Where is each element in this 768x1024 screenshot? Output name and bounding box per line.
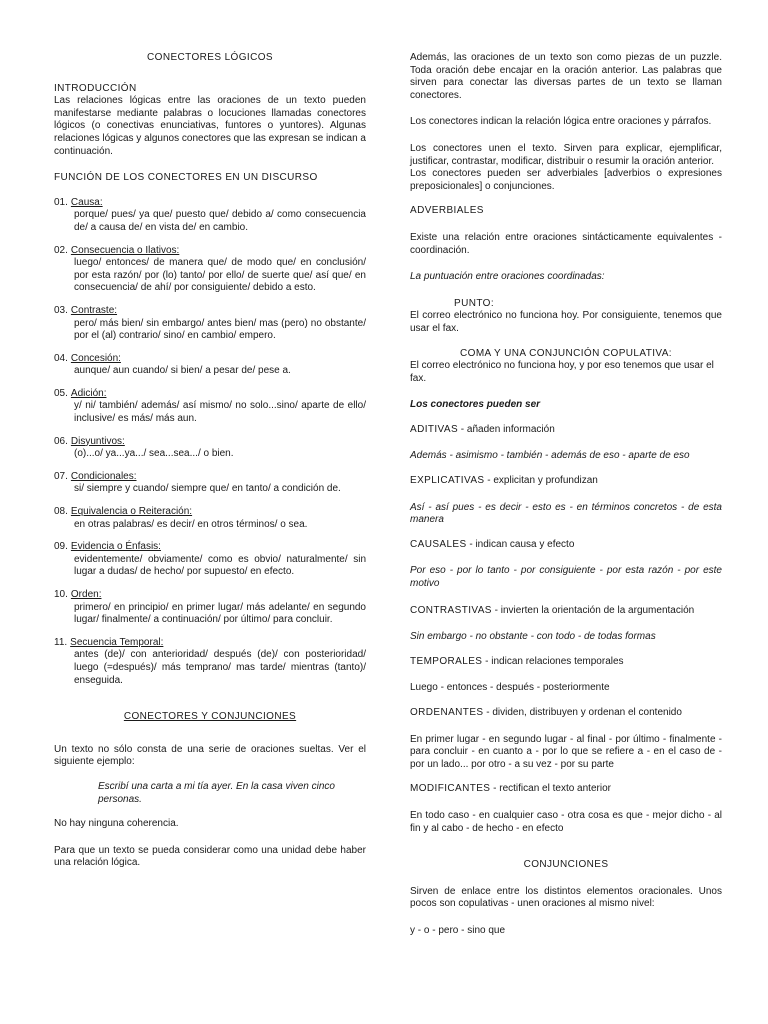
connector-item-name: Concesión: bbox=[70, 352, 121, 364]
connector-type-name: EXPLICATIVAS bbox=[410, 475, 485, 487]
connector-type-examples: Luego - entonces - después - posteriormente bbox=[410, 682, 610, 694]
connector-item-heading bbox=[54, 353, 366, 366]
connector-item-number: 09. bbox=[54, 541, 68, 553]
connector-item-number: 05. bbox=[54, 387, 68, 399]
connector-item-heading bbox=[54, 245, 366, 258]
connector-item-name: Secuencia Temporal: bbox=[70, 636, 164, 648]
connector-item-number: 07. bbox=[54, 470, 68, 482]
punto-heading: PUNTO: bbox=[454, 297, 494, 309]
connector-type-description: - rectifican el texto anterior bbox=[490, 783, 611, 795]
example-sentence: Escribí una carta a mi tía ayer. En la casa viven cinco personas. bbox=[98, 780, 335, 805]
connector-item-number: 10. bbox=[54, 589, 68, 600]
punctuation-note: La puntuación entre oraciones coordinadas: bbox=[410, 271, 605, 283]
punto-example: El correo electrónico no funciona hoy. Por consiguiente, tenemos que usar el fax. bbox=[410, 310, 722, 334]
right-column bbox=[410, 52, 722, 938]
conjunciones-text: Sirven de enlace entre los distintos elementos oracionales. Unos pocos son copulativas - unen oraciones al mismo nivel: bbox=[410, 885, 722, 910]
connector-type-examples: Además - asimismo - también - además de eso - aparte de eso bbox=[410, 450, 690, 462]
intro-paragraph: Las relaciones lógicas entre las oraciones de un texto pueden manifestarse mediante palabras o locuciones llamadas conectores lógicos (o conectivas enunciativas, funtores o yuntores). Algunas relaciones lógicas y algunos conectores que las expresan se indican a continuación. bbox=[54, 95, 366, 157]
connector-type-name: MODIFICANTES bbox=[410, 783, 491, 795]
connector-type-examples: Así - así pues - es decir - esto es - en términos concretos - de esta manera bbox=[410, 501, 722, 526]
connector-type-name: ADITIVAS bbox=[410, 423, 459, 435]
coma-heading: COMA Y UNA CONJUNCIÓN COPULATIVA: bbox=[460, 347, 672, 359]
coma-example: El correo electrónico no funciona hoy, y por eso tenemos que usar el fax. bbox=[410, 360, 714, 384]
connector-type-description: - indican causa y efecto bbox=[466, 538, 575, 550]
connector-item-number: 03. bbox=[54, 304, 68, 316]
connector-type-name: TEMPORALES bbox=[410, 655, 483, 667]
adverbiales-heading: ADVERBIALES bbox=[410, 205, 484, 217]
connector-item-heading bbox=[54, 436, 366, 449]
connector-type-heading bbox=[410, 605, 722, 618]
connector-type-heading bbox=[410, 539, 722, 552]
connector-item-heading bbox=[54, 541, 366, 554]
connector-type-examples: En todo caso - en cualquier caso - otra cosa es que - mejor dicho - al fin y al cabo - de hecho - en efecto bbox=[410, 809, 722, 834]
connector-item bbox=[54, 541, 366, 579]
connector-type-name: CAUSALES bbox=[410, 538, 467, 550]
connector-item-text: luego/ entonces/ de manera que/ de modo que/ en conclusión/ por esta razón/ por (lo) tanto/ por ello/ de suerte que/ así que/ en consecuencia/ de ahí/ por consiguiente/ debido a esto. bbox=[74, 257, 366, 294]
no-coherence-text: No hay ninguna coherencia. bbox=[54, 818, 179, 830]
connector-type-heading bbox=[410, 783, 722, 796]
connector-item-heading bbox=[54, 589, 366, 602]
connector-item bbox=[54, 471, 366, 496]
connector-item-text: antes (de)/ con anterioridad/ después (de)/ con posterioridad/ luego (=después)/ más temprano/ mas tarde/ mientras (tanto)/ enseguida. bbox=[74, 649, 366, 686]
connector-item-number: 08. bbox=[54, 506, 68, 518]
adverbiales-text: Existe una relación entre oraciones sintácticamente equivalentes - coordinación. bbox=[410, 231, 722, 256]
function-heading: FUNCIÓN DE LOS CONECTORES EN UN DISCURSO bbox=[54, 172, 318, 184]
connector-item-text: porque/ pues/ ya que/ puesto que/ debido a/ como consecuencia de/ a causa de/ en vista de/ en cambio. bbox=[74, 209, 366, 233]
connector-item bbox=[54, 506, 366, 531]
conj-paragraph-2: Para que un texto se pueda considerar como una unidad debe haber una relación lógica. bbox=[54, 844, 366, 869]
connector-item-name: Contraste: bbox=[70, 304, 118, 316]
connector-type-examples: En primer lugar - en segundo lugar - al final - por último - finalmente - para concluir - en cuanto a - por lo que se refiere a - en el caso de - por un lado... por otro - a su vez - por su parte bbox=[410, 733, 722, 770]
connector-item-number: 02. bbox=[54, 244, 68, 256]
connector-item-heading bbox=[54, 506, 366, 519]
connector-item-number: 06. bbox=[54, 435, 68, 447]
connector-item bbox=[54, 637, 366, 687]
connector-item-heading bbox=[54, 197, 366, 210]
connector-type-description: - explicitan y profundizan bbox=[484, 475, 598, 487]
connector-item-name: Consecuencia o Ilativos: bbox=[70, 244, 180, 256]
connector-type-heading bbox=[410, 424, 722, 437]
connector-item bbox=[54, 353, 366, 378]
connector-item-name: Causa: bbox=[70, 196, 103, 208]
conj-paragraph-1: Un texto no sólo consta de una serie de oraciones sueltas. Ver el siguiente ejemplo: bbox=[54, 743, 366, 768]
types-paragraph: Los conectores pueden ser adverbiales [adverbios o expresiones preposicionales] o conjunciones. bbox=[410, 168, 722, 192]
conj-heading bbox=[54, 711, 366, 724]
document-title: CONECTORES LÓGICOS bbox=[147, 52, 273, 63]
connector-item-number: 01. bbox=[54, 196, 68, 208]
connector-item bbox=[54, 305, 366, 343]
connector-item-text: pero/ más bien/ sin embargo/ antes bien/ mas (pero) no obstante/ por el (al) contrario/ sino/ en cambio/ empero. bbox=[74, 317, 366, 342]
connector-item-name: Orden: bbox=[70, 589, 102, 600]
connector-type-examples: Por eso - por lo tanto - por consiguiente - por esta razón - por este motivo bbox=[410, 565, 722, 590]
connector-type-description: - añaden información bbox=[458, 423, 555, 435]
conjunciones-heading: CONJUNCIONES bbox=[523, 859, 609, 871]
connector-item-name: Equivalencia o Reiteración: bbox=[70, 506, 193, 518]
connector-item-text: si/ siempre y cuando/ siempre que/ en tanto/ a condición de. bbox=[74, 483, 341, 495]
relation-paragraph: Los conectores indican la relación lógica entre oraciones y párrafos. bbox=[410, 116, 712, 128]
connector-item-text: primero/ en principio/ en primer lugar/ más adelante/ en segundo lugar/ finalmente/ a continuación/ por último/ para concluir. bbox=[74, 601, 366, 626]
connector-item bbox=[54, 436, 366, 461]
connector-item bbox=[54, 589, 366, 627]
connector-type-heading bbox=[410, 475, 722, 488]
connector-type-examples: Sin embargo - no obstante - con todo - de todas formas bbox=[410, 631, 656, 643]
connector-item-heading bbox=[54, 471, 366, 484]
left-column bbox=[54, 52, 366, 870]
connector-item-number: 04. bbox=[54, 352, 68, 364]
conj-heading-text: CONECTORES Y CONJUNCIONES bbox=[123, 711, 297, 723]
puzzle-paragraph: Además, las oraciones de un texto son como piezas de un puzzle. Toda oración debe encajar en la oración anterior. Las palabras que sirven para conectar las diversas partes de un texto se llaman conectores. bbox=[410, 52, 722, 101]
connector-item-text: evidentemente/ obviamente/ como es obvio/ naturalmente/ sin lugar a dudas/ de hecho/ por supuesto/ en efecto. bbox=[74, 553, 366, 578]
connector-item-heading bbox=[54, 637, 366, 650]
connector-item-name: Condicionales: bbox=[70, 470, 137, 482]
connector-item bbox=[54, 388, 366, 426]
connector-item-heading bbox=[54, 305, 366, 318]
connector-item-number: 11. bbox=[54, 636, 68, 648]
pueden-ser-label: Los conectores pueden ser bbox=[410, 399, 541, 411]
connector-type-name: CONTRASTIVAS bbox=[410, 604, 492, 616]
connector-type-name: ORDENANTES bbox=[410, 707, 484, 718]
connector-types-list bbox=[410, 424, 722, 835]
connector-list bbox=[54, 197, 366, 687]
unite-paragraph: Los conectores unen el texto. Sirven para explicar, ejemplificar, justificar, contrastar, modificar, distribuir o resumir la oración anterior. bbox=[410, 142, 722, 167]
connector-item-text: aunque/ aun cuando/ si bien/ a pesar de/ pese a. bbox=[74, 365, 291, 377]
connector-type-description: - dividen, distribuyen y ordenan el contenido bbox=[483, 707, 682, 718]
connector-item-text: en otras palabras/ es decir/ en otros términos/ o sea. bbox=[74, 518, 308, 530]
connector-item-heading bbox=[54, 388, 366, 401]
connector-type-heading bbox=[410, 707, 722, 720]
connector-type-description: - invierten la orientación de la argumentación bbox=[491, 604, 695, 616]
connector-item-name: Disyuntivos: bbox=[70, 435, 125, 447]
connector-item bbox=[54, 245, 366, 295]
connector-type-heading bbox=[410, 656, 722, 669]
connector-item-text: y/ ni/ también/ además/ así mismo/ no solo...sino/ aparte de ello/ inclusive/ es más/ más aun. bbox=[74, 400, 366, 425]
connector-type-description: - indican relaciones temporales bbox=[482, 655, 624, 667]
connector-item-text: (o)...o/ ya...ya.../ sea...sea.../ o bien. bbox=[74, 448, 234, 460]
connector-item-name: Adición: bbox=[70, 387, 107, 399]
connector-item bbox=[54, 197, 366, 235]
conjunciones-list: y - o - pero - sino que bbox=[410, 924, 506, 936]
intro-heading: INTRODUCCIÓN bbox=[54, 82, 137, 94]
connector-item-name: Evidencia o Énfasis: bbox=[70, 541, 161, 553]
